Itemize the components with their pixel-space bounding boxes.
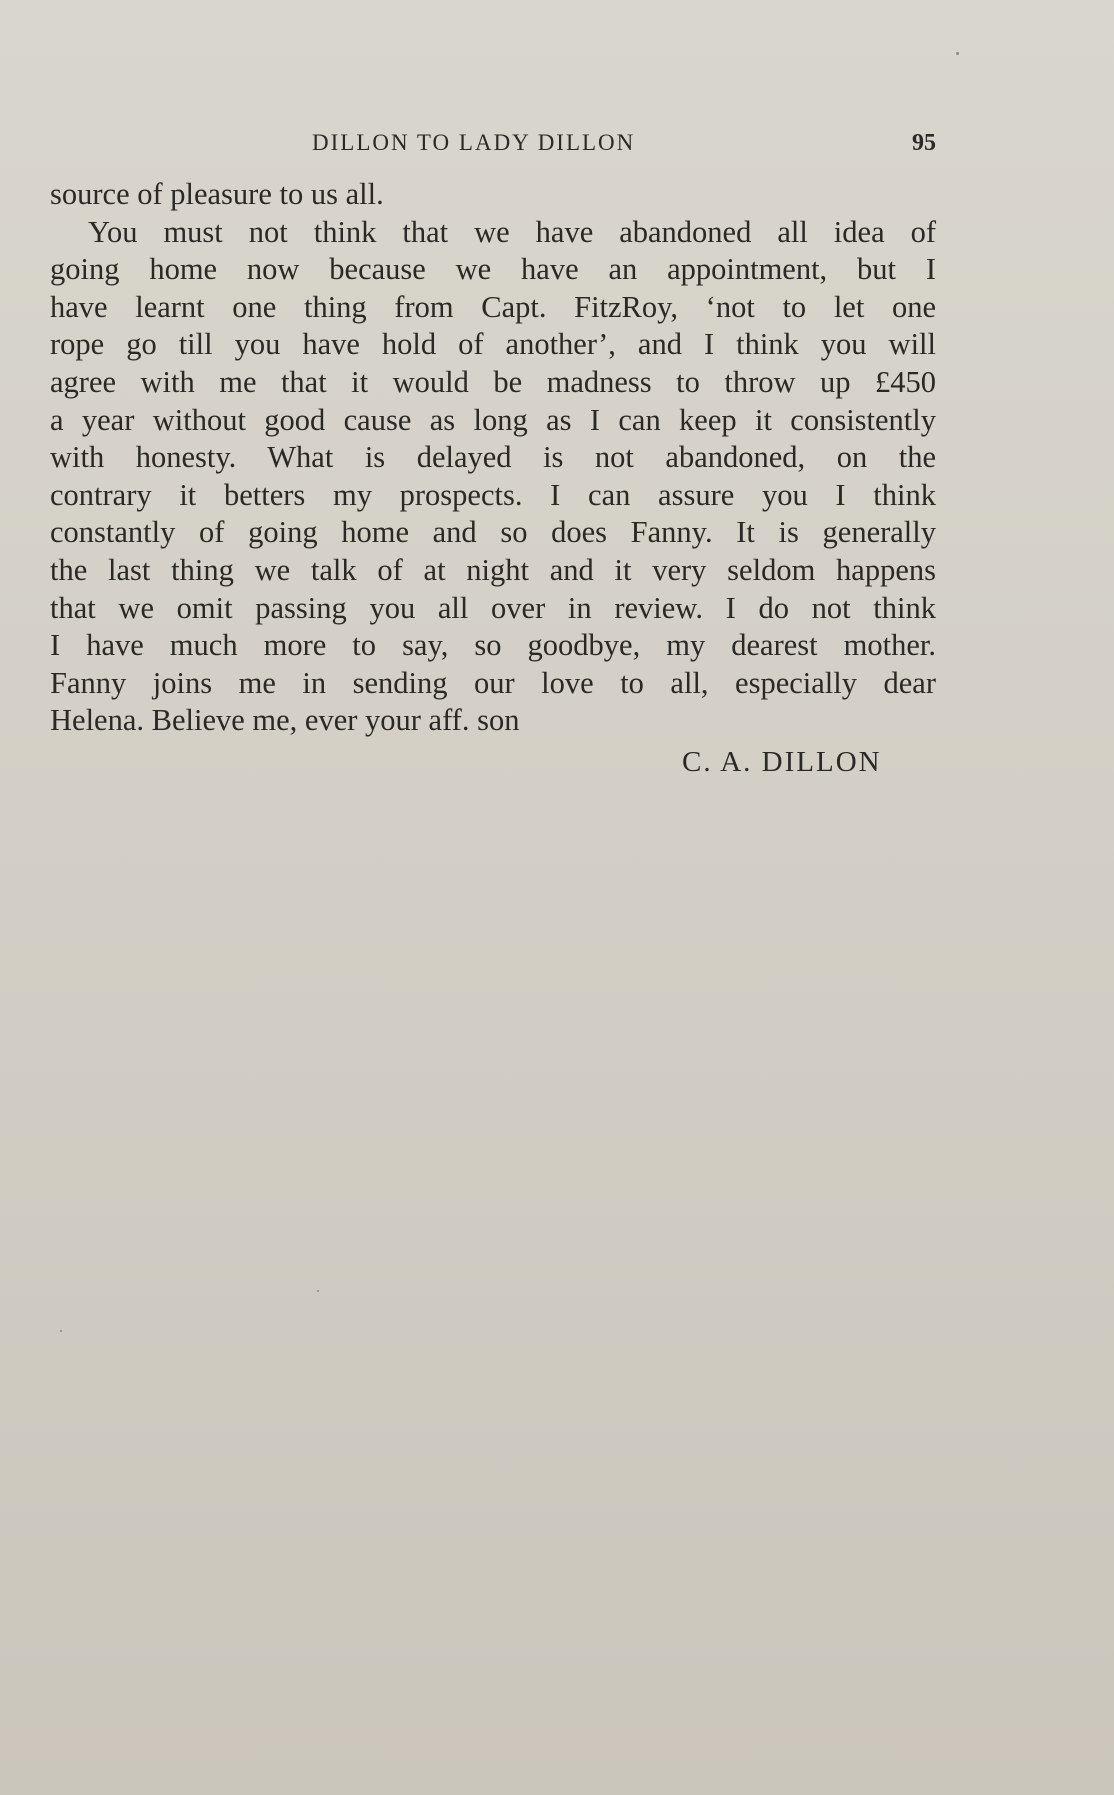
letter-line-3: have learnt one thing from Capt. FitzRoy, ‘not to let one (50, 289, 936, 324)
letter-line-9: constantly of going home and so does Fanny. It is generally (50, 515, 936, 550)
letter-line-12: I have much more to say, so goodbye, my dearest mother. (50, 628, 936, 663)
signature: C. A. DILLON (682, 746, 882, 778)
paper-speck (317, 1290, 319, 1292)
letter-line-13: Fanny joins me in sending our love to all, especially dear (50, 665, 936, 700)
letter-line-6: a year without good cause as long as I can keep it consistently (50, 402, 936, 437)
paper-speck (60, 1330, 62, 1332)
running-head (0, 126, 1114, 160)
letter-body (50, 176, 936, 740)
letter-line-2: going home now because we have an appointment, but I (50, 252, 936, 287)
page-number: 95 (912, 130, 936, 156)
letter-line-1: You must not think that we have abandoned all idea of (88, 214, 936, 249)
running-title: DILLON TO LADY DILLON (312, 130, 636, 155)
letter-line-4: rope go till you have hold of another’, and I think you will (50, 327, 936, 362)
paper-speck (956, 52, 959, 55)
paragraph-end-line: source of pleasure to us all. (50, 177, 384, 211)
letter-line-5: agree with me that it would be madness to throw up £450 (50, 364, 936, 399)
letter-line-14: Helena. Believe me, ever your aff. son (50, 703, 520, 738)
letter-line-10: the last thing we talk of at night and it very seldom happens (50, 552, 936, 587)
letter-line-7: with honesty. What is delayed is not abandoned, on the (50, 440, 936, 475)
letter-line-8: contrary it betters my prospects. I can assure you I think (50, 477, 936, 512)
letter-line-11: that we omit passing you all over in review. I do not think (50, 590, 936, 625)
